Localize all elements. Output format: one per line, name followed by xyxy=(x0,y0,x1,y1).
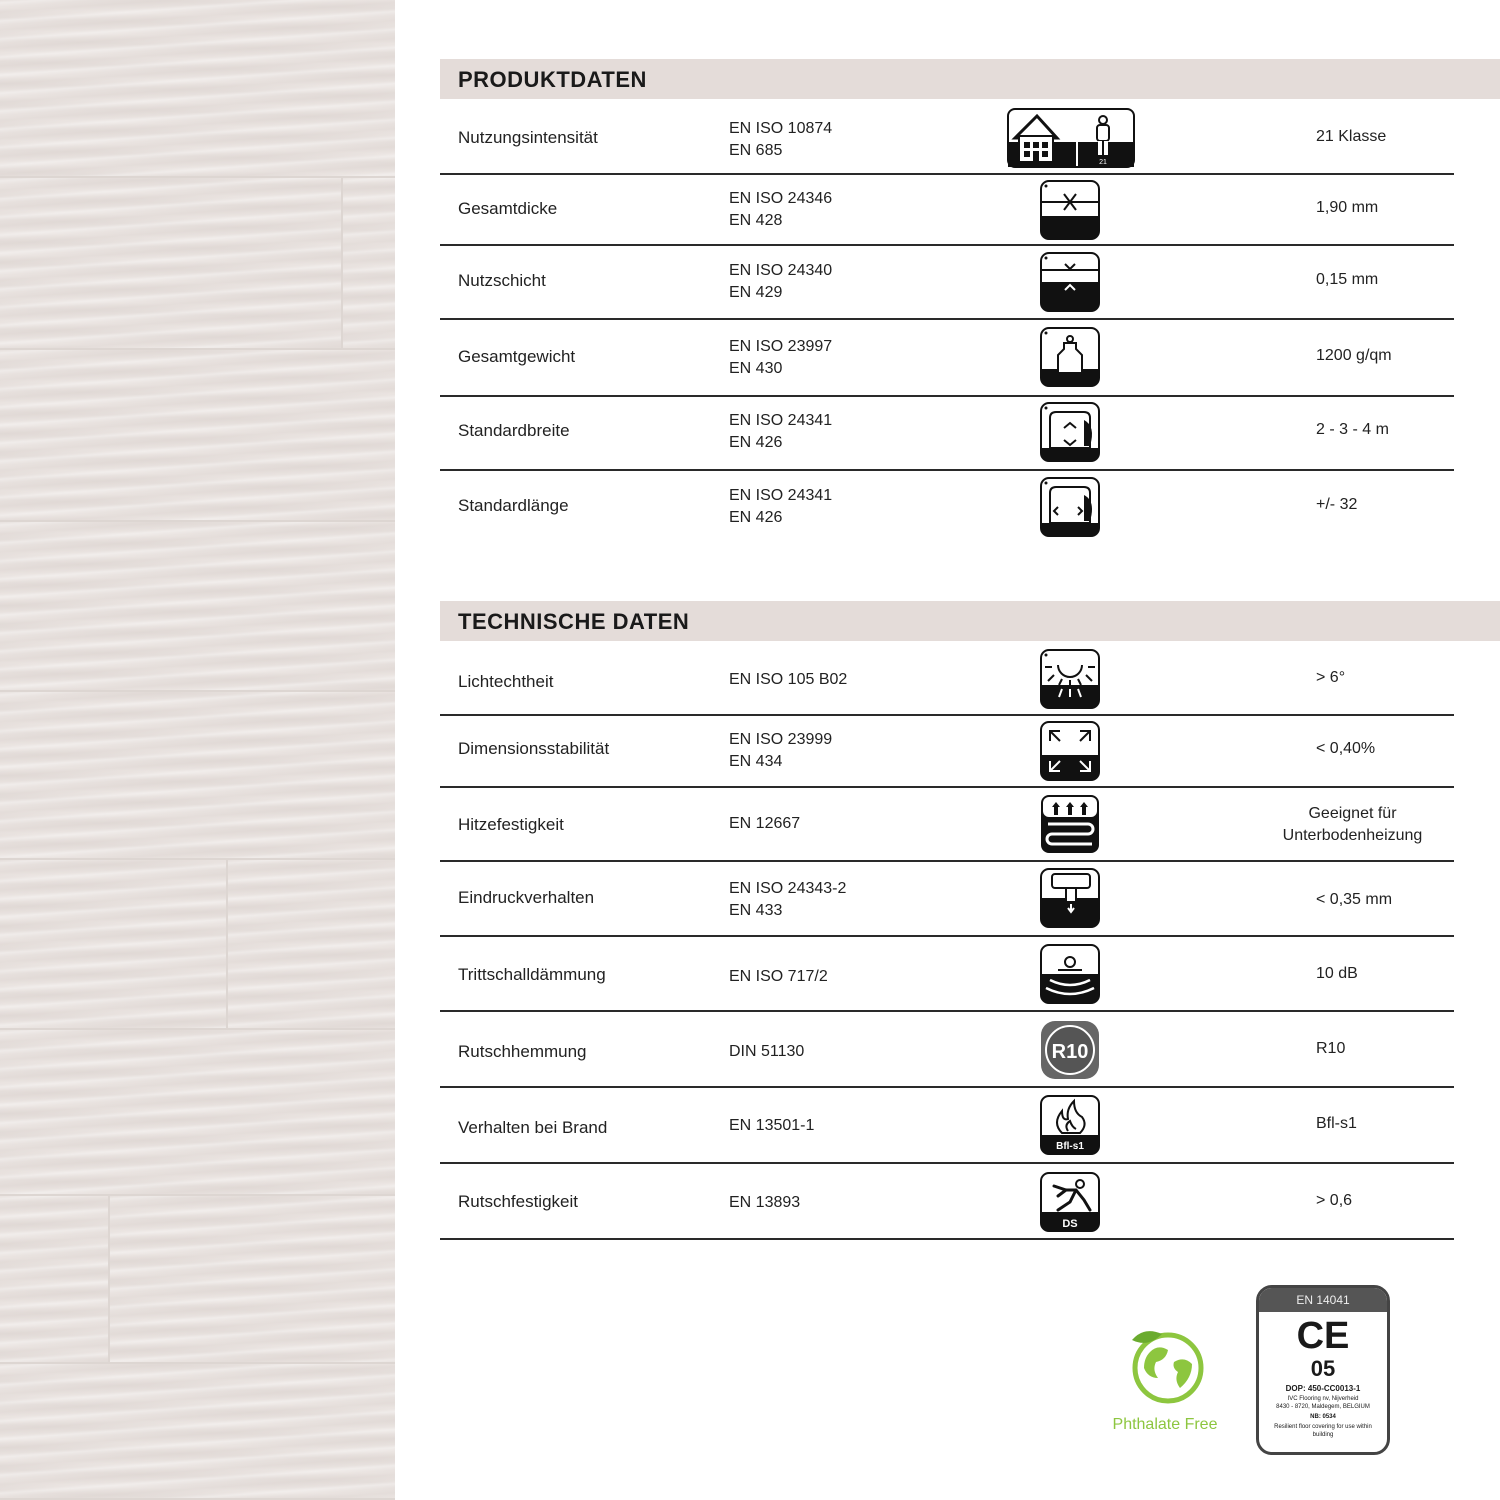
row-value: < 0,35 mm xyxy=(1316,891,1393,908)
table-row xyxy=(440,100,1454,175)
row-value: R10 xyxy=(1316,1040,1346,1057)
row-label: Standardbreite xyxy=(458,421,570,440)
section-title: TECHNISCHE DATEN xyxy=(458,609,690,634)
globe-leaf-icon xyxy=(1122,1322,1212,1406)
row-value: < 0,40% xyxy=(1316,740,1376,757)
table-row xyxy=(440,1164,1454,1240)
row-norm: EN ISO 24341 EN 426 xyxy=(729,412,833,451)
ce-notified-body: NB: 0534 xyxy=(1310,1414,1336,1420)
weight-icon xyxy=(1040,327,1100,387)
row-label: Eindruckverhalten xyxy=(458,888,595,907)
row-norm: EN ISO 24343-2 EN 433 xyxy=(729,880,847,919)
ce-badge xyxy=(1256,1285,1390,1455)
section-header-produktdaten xyxy=(440,59,1500,99)
row-label: Verhalten bei Brand xyxy=(458,1118,608,1137)
row-value: 1,90 mm xyxy=(1316,199,1379,216)
wood-plank xyxy=(0,1196,110,1364)
table-row xyxy=(440,471,1454,541)
fire-icon-text: Bfl-s1 xyxy=(1056,1141,1084,1152)
wood-plank xyxy=(0,178,343,350)
row-label: Nutzschicht xyxy=(458,271,546,290)
wood-plank xyxy=(0,522,395,692)
row-norm: EN ISO 105 B02 xyxy=(729,671,848,688)
row-norm: EN 13893 xyxy=(729,1194,801,1211)
row-value: 1200 g/qm xyxy=(1316,347,1392,364)
table-row xyxy=(440,246,1454,320)
phthalate-label: Phthalate Free xyxy=(1112,1416,1218,1433)
row-value: 10 dB xyxy=(1316,965,1358,982)
table-row xyxy=(440,397,1454,471)
r10-icon-text: R10 xyxy=(1051,1041,1089,1063)
fire-icon xyxy=(1040,1095,1100,1155)
row-norm: EN ISO 23999 EN 434 xyxy=(729,731,833,770)
ce-number: 05 xyxy=(1310,1356,1336,1381)
row-norm: EN ISO 717/2 xyxy=(729,968,828,985)
row-label: Dimensionsstabilität xyxy=(458,739,610,758)
phthalate-free-badge xyxy=(1100,1320,1230,1433)
wood-plank xyxy=(0,1030,395,1196)
row-label: Rutschfestigkeit xyxy=(458,1192,578,1211)
wood-plank xyxy=(0,1364,395,1500)
wood-plank xyxy=(0,0,395,178)
table-row xyxy=(440,716,1454,788)
section-header-technische-daten xyxy=(440,601,1500,641)
row-label: Nutzungsintensität xyxy=(458,128,598,147)
row-label: Rutschhemmung xyxy=(458,1042,587,1061)
row-norm: DIN 51130 xyxy=(729,1043,805,1060)
row-norm: EN ISO 23997 EN 430 xyxy=(729,338,833,377)
wood-plank xyxy=(0,692,395,860)
table-row xyxy=(440,1012,1454,1088)
row-label: Lichtechtheit xyxy=(458,672,554,691)
total-thickness-icon xyxy=(1040,180,1100,240)
row-norm: EN 13501-1 xyxy=(729,1117,815,1134)
house-person-icon xyxy=(1007,108,1135,168)
row-norm: EN ISO 24341 EN 426 xyxy=(729,487,833,526)
row-label: Hitzefestigkeit xyxy=(458,815,564,834)
wood-plank xyxy=(343,178,395,350)
row-value: 2 - 3 - 4 m xyxy=(1316,421,1389,438)
section-title: PRODUKTDATEN xyxy=(458,67,647,92)
wood-plank xyxy=(0,350,395,522)
row-label: Gesamtdicke xyxy=(458,199,558,218)
table-row xyxy=(440,788,1454,862)
table-row xyxy=(440,937,1454,1012)
row-value: > 0,6 xyxy=(1316,1192,1353,1209)
r10-icon xyxy=(1040,1020,1100,1080)
ce-usage: Resilient floor covering for use within building xyxy=(1274,1424,1372,1438)
wood-plank xyxy=(110,1196,395,1364)
wood-plank xyxy=(0,860,228,1030)
svg-text:21: 21 xyxy=(1099,159,1107,166)
row-norm: EN ISO 24340 EN 429 xyxy=(729,262,833,301)
floor-heating-icon xyxy=(1040,794,1100,854)
row-norm: EN 12667 xyxy=(729,815,801,832)
ce-mark-icon: CE xyxy=(1296,1315,1350,1357)
wood-plank xyxy=(228,860,395,1030)
sun-icon xyxy=(1040,649,1100,709)
ce-standard: EN 14041 xyxy=(1259,1288,1387,1312)
row-norm: EN ISO 24346 EN 428 xyxy=(729,190,833,229)
table-row xyxy=(440,642,1454,716)
indentation-icon xyxy=(1040,868,1100,928)
wear-layer-icon xyxy=(1040,252,1100,312)
row-value: Geeignet für Unterbodenheizung xyxy=(1282,805,1423,844)
row-norm: EN ISO 10874 EN 685 xyxy=(729,120,833,159)
table-row xyxy=(440,175,1454,246)
row-label: Gesamtgewicht xyxy=(458,347,576,366)
dimension-arrows-icon xyxy=(1040,721,1100,781)
slip-person-icon xyxy=(1040,1172,1100,1232)
table-row xyxy=(440,862,1454,937)
row-value: Bfl-s1 xyxy=(1316,1115,1357,1132)
row-value: +/- 32 xyxy=(1316,496,1358,513)
roll-width-icon xyxy=(1040,402,1100,462)
table-row xyxy=(440,320,1454,397)
ce-dop: DOP: 450-CC0013-1 xyxy=(1285,1384,1361,1393)
row-value: > 6° xyxy=(1316,669,1346,686)
slip-icon-text: DS xyxy=(1062,1218,1078,1230)
table-row xyxy=(440,1088,1454,1164)
ce-address: IVC Flooring nv, Nijverheid 8430 - 8720, Maldegem, BELGIUM xyxy=(1276,1396,1370,1410)
wood-floor-image xyxy=(0,0,395,1500)
row-value: 21 Klasse xyxy=(1316,128,1387,145)
roll-length-icon xyxy=(1040,477,1100,537)
row-label: Trittschalldämmung xyxy=(458,965,606,984)
row-value: 0,15 mm xyxy=(1316,271,1379,288)
row-label: Standardlänge xyxy=(458,496,569,515)
sound-icon xyxy=(1040,944,1100,1004)
